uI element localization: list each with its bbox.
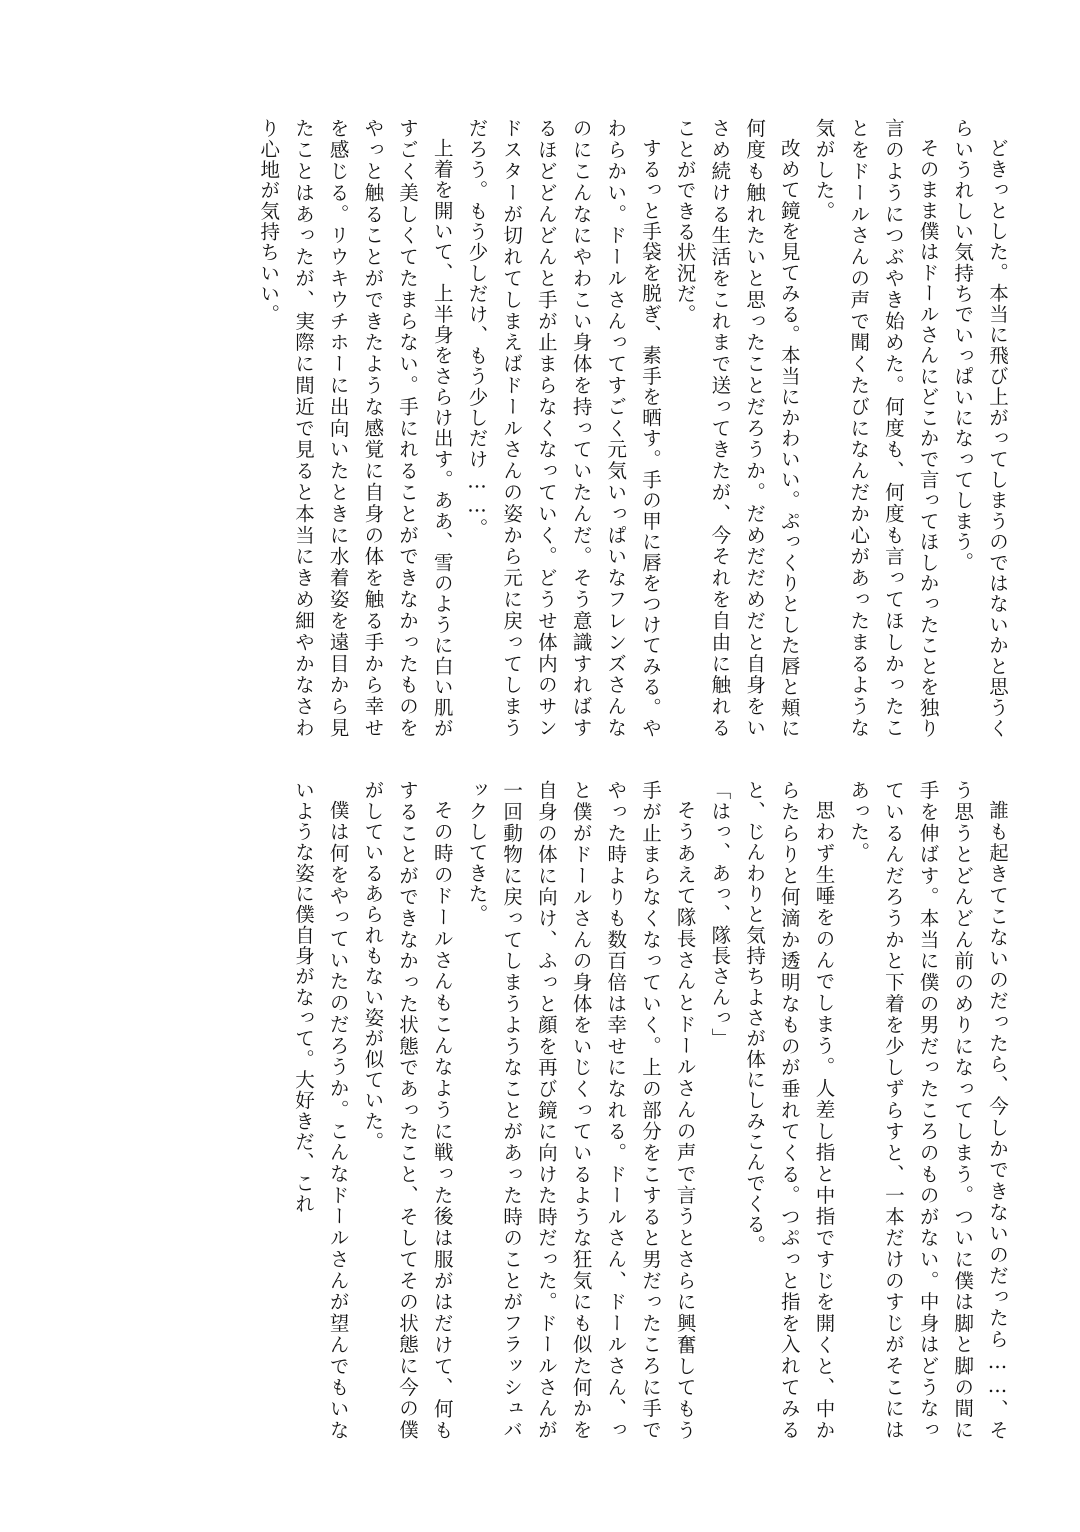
vertical-text-block-lower xyxy=(49,780,1014,1440)
paragraph: 思わず生唾をのんでしまう。人差し指と中指ですじを開くと、中からたらりと何滴か透明なものが垂れてくる。つぷっと指を入れてみると、じんわりと気持ちよさが体にしみこんでくる。 xyxy=(743,780,836,1440)
vertical-text-block-upper xyxy=(49,118,1014,738)
paragraph: そのまま僕はドールさんにどこかで言ってほしかったことを独り言のようにつぶやき始めた。何度も、何度も言ってほしかったことをドールさんの声で聞くたびになんだか心があったまるような気がした。 xyxy=(812,118,940,738)
paragraph: そうあえて隊長さんとドールさんの声で言うとさらに興奮してもう手が止まらなくなっていく。上の部分をこすると男だったころに手でやった時よりも数百倍は幸せになれる。ドールさん、ドールさん、っと僕がドールさんの身体をいじくっているような狂気にも似た何かを自身の体に向け、ふっと顔を再び鏡に向けた時だった。ドールさんが一回動物に戻ってしまうようなことがあった時のことがフラッシュバックしてきた。 xyxy=(465,780,697,1440)
paragraph: 上着を開いて、上半身をさらけ出す。ああ、雪のように白い肌がすごく美しくてたまらない。手にれることができなかったものをやっと触ることができたような感覚に自身の体を触る手から幸せを感じる。リウキウチホーに出向いたときに水着姿を遠目から見たことはあったが、実際に間近で見ると本当にきめ細やかなさわり心地が気持ちいい。 xyxy=(257,118,454,738)
paragraph: どきっとした。本当に飛び上がってしまうのではないかと思うくらいうれしい気持ちでいっぱいになってしまう。 xyxy=(951,118,1009,738)
paragraph: するっと手袋を脱ぎ、素手を晒す。手の甲に唇をつけてみる。やわらかい。ドールさんってすごく元気いっぱいなフレンズさんなのにこんなにやわこい身体を持っていたんだ。そう意識すればするほどどんどんと手が止まらなくなっていく。どうせ体内のサンドスターが切れてしまえばドールさんの姿から元に戻ってしまうだろう。もう少しだけ、もう少しだけ……。 xyxy=(465,118,662,738)
paragraph: 僕は何をやっていたのだろうか。こんなドールさんが望んでもいないような姿に僕自身がなって。大好きだ、これ xyxy=(291,780,350,1440)
paragraph: 改めて鏡を見てみる。本当にかわいい。ぷっくりとした唇と頬に何度も触れたいと思ったことだろうか。だめだだめだと自身をいさめ続ける生活をこれまで送ってきたが、今それを自由に触れることができる状況だ。 xyxy=(673,118,801,738)
dialogue-line: 「はっ、あっ、隊長さんっ」 xyxy=(708,780,732,1049)
paragraph: その時のドールさんもこんなように戦った後は服がはだけて、何もすることができなかった状態であったこと、そしてその状態に今の僕がしているあられもない姿が似ていた。 xyxy=(361,780,454,1440)
paragraph: 誰も起きてこないのだったら、今しかできないのだったら……、そう思うとどんどん前のめりになってしまう。ついに僕は脚と脚の間に手を伸ばす。本当に僕の男だったころのものがない。中身はどうなっているんだろうかと下着を少しずらすと、一本だけのすじがそこにはあった。 xyxy=(847,780,1009,1440)
